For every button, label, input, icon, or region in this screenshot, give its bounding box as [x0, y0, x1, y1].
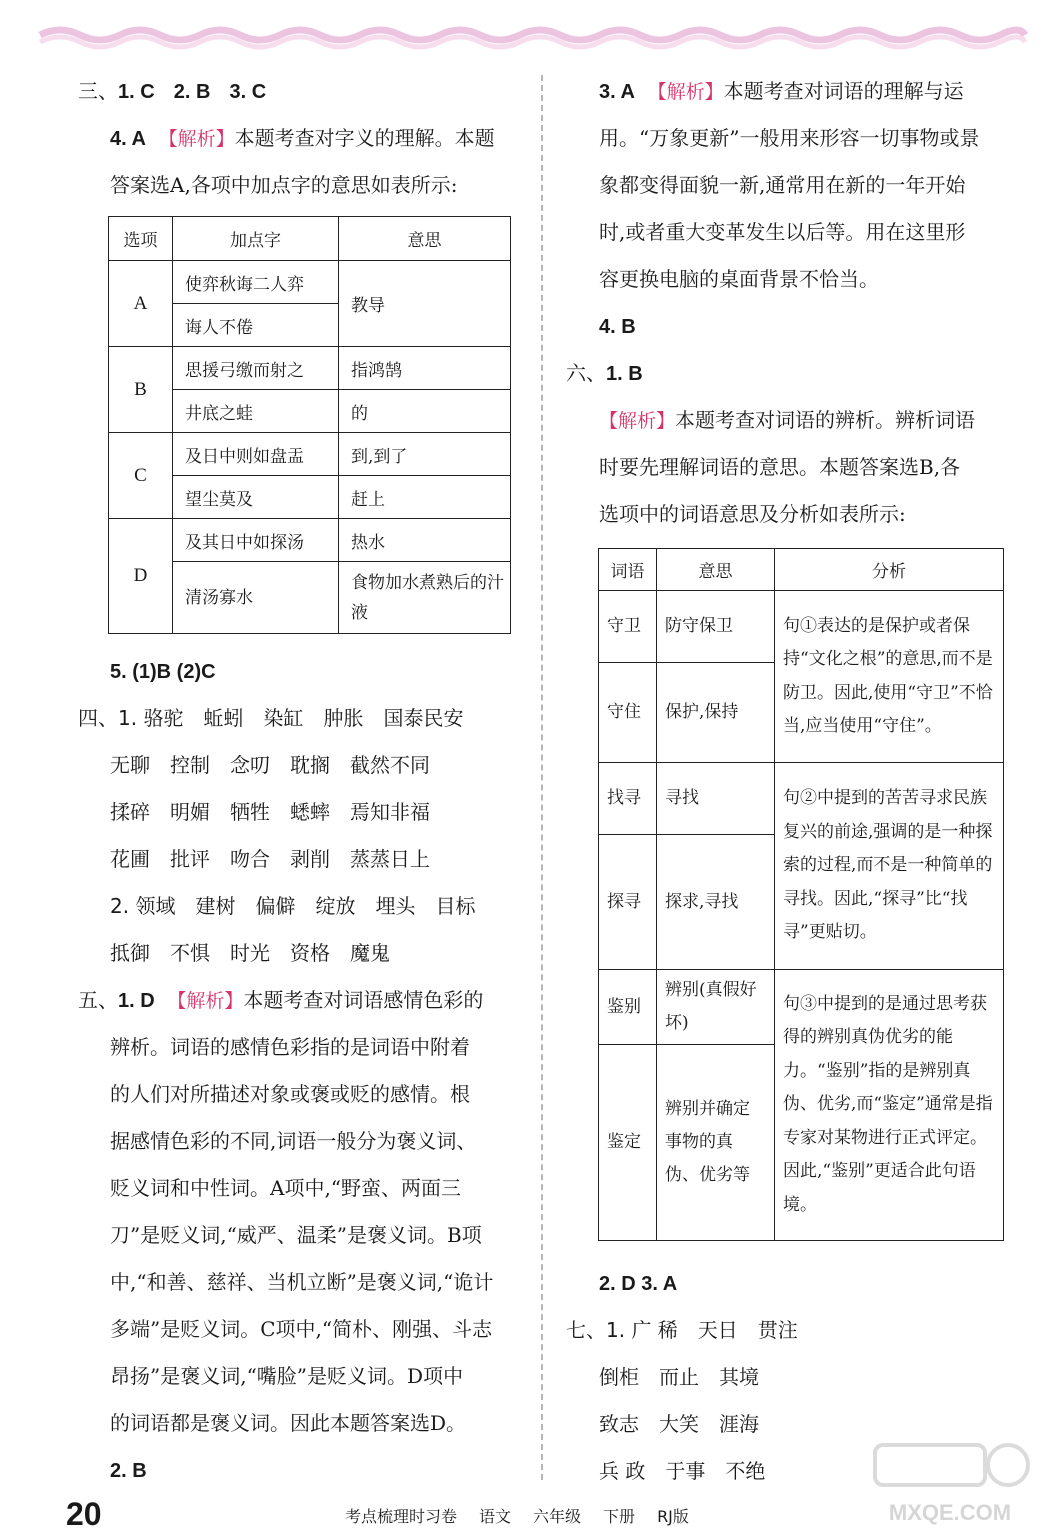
meaning-cell: 防守保卫	[657, 591, 775, 663]
word: 染缸	[263, 706, 304, 730]
word: 魔鬼	[350, 941, 390, 965]
table-header: 加点字	[173, 217, 339, 261]
answer: 1. B	[606, 363, 643, 385]
edition: RJ版	[657, 1507, 689, 1526]
q5-line	[78, 648, 538, 695]
word: 耽搁	[290, 753, 330, 777]
right-column	[566, 68, 1006, 1483]
word-cell: 及日中则如盘盂	[173, 433, 339, 476]
answer: 4. A	[110, 128, 146, 150]
meaning-cell: 指鸿鹄	[339, 347, 511, 390]
answer: 2. B	[110, 1460, 147, 1482]
section-4-row	[78, 789, 538, 836]
section-4-row	[78, 695, 538, 742]
left-lower-block	[78, 648, 538, 1494]
meaning-cell: 的	[339, 390, 511, 433]
meaning-cell: 热水	[339, 519, 511, 562]
table-row	[599, 763, 1004, 835]
analysis-line: 多端”是贬义词。C项中,“简朴、刚强、斗志	[110, 1317, 493, 1341]
word: 剥削	[290, 847, 330, 871]
analysis-line: 昂扬”是褒义词,“嘴脸”是贬义词。D项中	[110, 1364, 464, 1388]
subject: 语文	[479, 1507, 512, 1526]
word: 绽放	[315, 894, 356, 918]
section-label: 五、	[78, 988, 118, 1012]
word: 焉知非福	[350, 800, 430, 824]
answer: 3. A	[599, 81, 635, 103]
word: 牺牲	[230, 800, 270, 824]
answer: 2. B	[173, 81, 211, 103]
section-6-line	[566, 350, 1006, 397]
q3-line	[566, 68, 1006, 115]
meaning-cell: 探求,寻找	[657, 835, 775, 970]
word-cell: 思援弓缴而射之	[173, 347, 339, 390]
analysis-line: 时,或者重大变革发生以后等。用在这里形	[599, 220, 966, 244]
word: 抵御	[110, 941, 150, 965]
word: 1. 广 稀	[606, 1318, 678, 1342]
grade: 六年级	[533, 1507, 582, 1526]
section-label: 六、	[566, 361, 606, 385]
table-row	[109, 347, 511, 390]
table-header-row	[599, 549, 1004, 591]
analysis-line: 中,“和善、慈祥、当机立断”是褒义词,“诡计	[110, 1270, 494, 1294]
word-cell: 及其日中如探汤	[173, 519, 339, 562]
q4-line	[566, 303, 1006, 350]
analysis-line: 贬义词和中性词。A项中,“野蛮、两面三	[110, 1176, 462, 1200]
word-cell: 守住	[599, 663, 657, 763]
word: 蒸蒸日上	[350, 847, 430, 871]
table-header: 意思	[339, 217, 511, 261]
top-decorative-band	[0, 0, 1045, 58]
section-7-row	[566, 1354, 1006, 1401]
meaning-cell: 辨别并确定事物的真伪、优劣等	[657, 1045, 775, 1241]
book-title: 考点梳理时习卷	[345, 1507, 458, 1526]
section-4-row	[78, 742, 538, 789]
word: 截然不同	[350, 753, 430, 777]
answer: 5. (1)B (2)C	[110, 661, 216, 683]
word-cell: 望尘莫及	[173, 476, 339, 519]
analysis-cell: 句③中提到的是通过思考获得的辨别真伪优劣的能力。“鉴别”指的是辨别真伪、优劣,而“鉴定”通常是指专家对某物进行正式评定。因此,“鉴别”更适合此句语境。	[775, 970, 1004, 1241]
section-3-answers	[78, 68, 538, 115]
analysis-line	[566, 397, 1006, 444]
meaning-cell: 到,到了	[339, 433, 511, 476]
word: 而止	[659, 1365, 699, 1389]
option-cell: B	[109, 347, 173, 433]
section-4-row	[78, 883, 538, 930]
analysis-line: 辨析。词语的感情色彩指的是词语中附着	[110, 1035, 470, 1059]
word: 肿胀	[323, 706, 364, 730]
analysis-text: 本题考查对字义的理解。本题	[234, 126, 495, 150]
table-row	[109, 433, 511, 476]
table-header: 意思	[657, 549, 775, 591]
word: 念叨	[230, 753, 270, 777]
option-cell: D	[109, 519, 173, 634]
word: 1. 骆驼	[118, 706, 184, 730]
answer: 4. B	[599, 316, 636, 338]
word: 埋头	[375, 894, 416, 918]
word: 倒柜	[599, 1365, 639, 1389]
word: 无聊	[110, 753, 150, 777]
analysis-line: 据感情色彩的不同,词语一般分为褒义词、	[110, 1129, 477, 1153]
word: 天日	[697, 1318, 738, 1342]
column-divider	[541, 75, 543, 1480]
character-meaning-table	[108, 216, 511, 634]
word: 控制	[170, 753, 210, 777]
analysis-line: 选项中的词语意思及分析如表所示:	[599, 502, 906, 526]
word: 国泰民安	[383, 706, 464, 730]
page-number: 20	[66, 1496, 102, 1532]
analysis-line: 容更换电脑的桌面背景不恰当。	[599, 267, 879, 291]
q4-line-2: 答案选A,各项中加点字的意思如表所示:	[110, 173, 458, 197]
word: 涯海	[719, 1412, 759, 1436]
table-header: 分析	[775, 549, 1004, 591]
section-label: 四、	[78, 706, 118, 730]
word: 致志	[599, 1412, 639, 1436]
word-cell: 探寻	[599, 835, 657, 970]
word-analysis-table	[598, 548, 1004, 1241]
section-4-row	[78, 836, 538, 883]
word: 贯注	[757, 1318, 798, 1342]
word: 不绝	[725, 1459, 766, 1483]
answers-line	[566, 1260, 1006, 1307]
word: 于事	[665, 1459, 706, 1483]
analysis-cell: 句①表达的是保护或者保持“文化之根”的意思,而不是防卫。因此,使用“守卫”不恰当,应当使用“守住”。	[775, 591, 1004, 763]
word: 揉碎	[110, 800, 150, 824]
answer: 2. D 3. A	[599, 1273, 678, 1295]
word: 花圃	[110, 847, 150, 871]
meaning-cell: 寻找	[657, 763, 775, 835]
answer: 3. C	[229, 81, 267, 103]
table-header-row	[109, 217, 511, 261]
table-row	[599, 591, 1004, 663]
word-cell: 井底之蛙	[173, 390, 339, 433]
table-header: 选项	[109, 217, 173, 261]
analysis-tag: 【解析】	[158, 128, 235, 150]
word-cell: 清汤寡水	[173, 562, 339, 634]
meaning-cell: 保护,保持	[657, 663, 775, 763]
word-cell: 守卫	[599, 591, 657, 663]
word-cell: 找寻	[599, 763, 657, 835]
footer-book-info	[345, 1504, 711, 1527]
word-cell: 使弈秋诲二人弈	[173, 261, 339, 304]
analysis-cell: 句②中提到的苦苦寻求民族复兴的前途,强调的是一种探索的过程,而不是一种简单的寻找。因此,“探寻”比“找寻”更贴切。	[775, 763, 1004, 970]
meaning-cell: 赶上	[339, 476, 511, 519]
meaning-cell: 教导	[339, 261, 511, 347]
page-footer	[0, 1496, 1045, 1536]
watermark-text: MXQE.COM	[888, 1500, 1012, 1525]
analysis-line: 时要先理解词语的意思。本题答案选B,各	[599, 455, 961, 479]
word: 建树	[195, 894, 236, 918]
section-label: 七、	[566, 1318, 606, 1342]
analysis-tag: 【解析】	[647, 81, 724, 103]
word: 兵 政	[599, 1459, 646, 1483]
answer: 1. D	[118, 990, 155, 1012]
word: 明媚	[170, 800, 210, 824]
meaning-cell: 辨别(真假好坏)	[657, 970, 775, 1045]
word: 偏僻	[255, 894, 296, 918]
word: 目标	[435, 894, 476, 918]
word: 其境	[719, 1365, 759, 1389]
analysis-tag: 【解析】	[167, 990, 244, 1012]
table-row	[109, 261, 511, 304]
analysis-line: 的词语都是褒义词。因此本题答案选D。	[110, 1411, 467, 1435]
word: 大笑	[659, 1412, 699, 1436]
section-4-row	[78, 930, 538, 977]
word: 时光	[230, 941, 270, 965]
option-cell: A	[109, 261, 173, 347]
word: 吻合	[230, 847, 270, 871]
answer: 1. C	[118, 81, 155, 103]
analysis-line: 用。“万象更新”一般用来形容一切事物或景	[599, 126, 980, 150]
option-cell: C	[109, 433, 173, 519]
analysis-line: 象都变得面貌一新,通常用在新的一年开始	[599, 173, 966, 197]
meaning-cell: 食物加水煮熟后的汁液	[339, 562, 511, 634]
word: 蟋蟀	[290, 800, 330, 824]
word: 2. 领域	[110, 894, 176, 918]
q2-line	[78, 1447, 538, 1494]
word-cell: 诲人不倦	[173, 304, 339, 347]
table-row	[109, 519, 511, 562]
analysis-tag: 【解析】	[599, 410, 676, 432]
analysis-text: 本题考查对词语感情色彩的	[243, 988, 484, 1012]
q4-line	[78, 115, 538, 162]
word: 不惧	[170, 941, 210, 965]
left-column	[78, 68, 538, 1482]
analysis-line: 的人们对所描述对象或褒或贬的感情。根	[110, 1082, 470, 1106]
analysis-line: 刀”是贬义词,“威严、温柔”是褒义词。B项	[110, 1223, 482, 1247]
word: 资格	[290, 941, 330, 965]
word-cell: 鉴别	[599, 970, 657, 1045]
section-label: 三、	[78, 79, 118, 103]
section-7-row	[566, 1307, 1006, 1354]
table-header: 词语	[599, 549, 657, 591]
table-row	[599, 970, 1004, 1045]
analysis-text: 本题考查对词语的辨析。辨析词语	[675, 408, 976, 432]
section-5-line	[78, 977, 538, 1024]
word: 蚯蚓	[203, 706, 244, 730]
volume: 下册	[603, 1507, 636, 1526]
analysis-text: 本题考查对词语的理解与运	[723, 79, 964, 103]
word: 批评	[170, 847, 210, 871]
word-cell: 鉴定	[599, 1045, 657, 1241]
